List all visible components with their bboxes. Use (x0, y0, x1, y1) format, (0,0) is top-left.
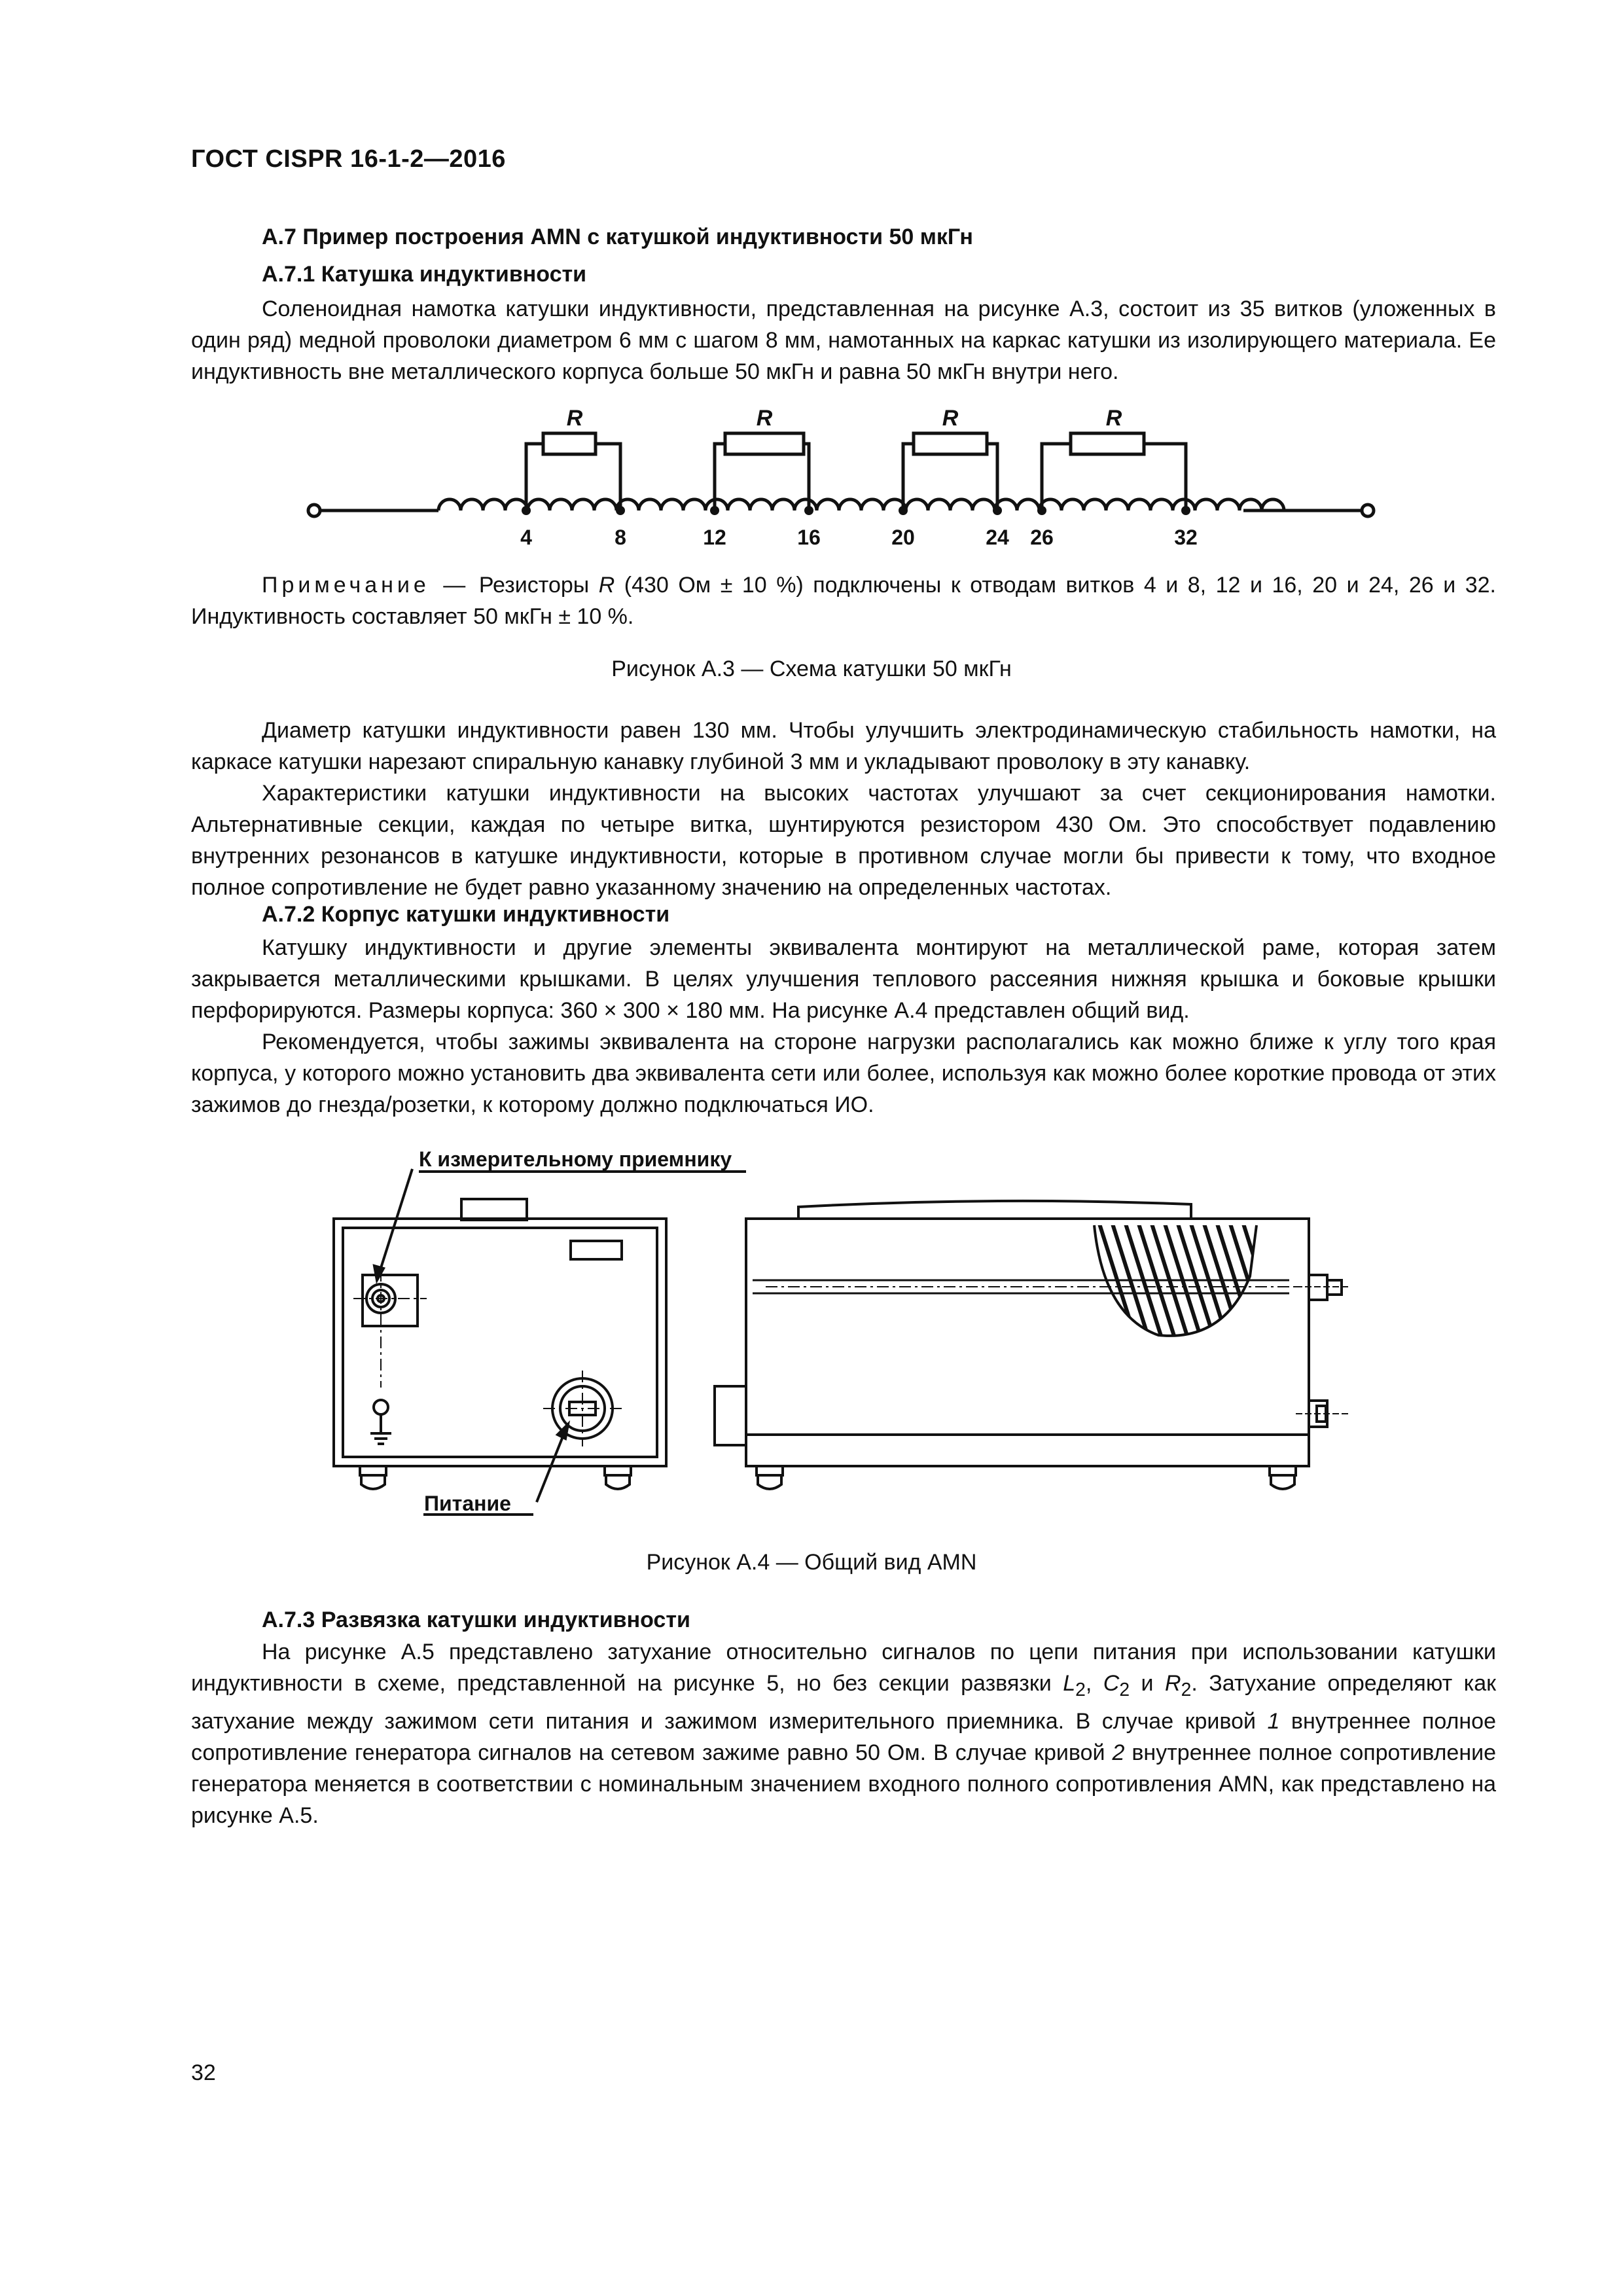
tap-label: 8 (615, 526, 626, 549)
symbol-r: R (1165, 1671, 1181, 1696)
section-a71-paragraph-2: Диаметр катушки индуктивности равен 130 мм. Чтобы улучшить электродинамическую стабильность намотки, на каркасе катушки нарезают спиральную канавку глубиной 3 мм и укладывают проволоку в эту канавку. (191, 718, 1496, 774)
symbol-l: L (1063, 1671, 1076, 1696)
tap-label: 12 (703, 526, 726, 549)
figure-a3-note (191, 569, 1496, 632)
document-header: ГОСТ CISPR 16-1-2—2016 (191, 145, 506, 173)
section-a71-paragraph-1: Соленоидная намотка катушки индуктивности, представленная на рисунке А.3, состоит из 35 витков (уложенных в один ряд) медной проволоки диаметром 6 мм с шагом 8 мм, намотанных на каркас катушки из изолирующего материала. Ее индуктивность вне металлического корпуса больше 50 мкГн и равна 50 мкГн внутри него. (191, 296, 1496, 384)
note-label: Примечание — (262, 573, 470, 598)
tap-label: 24 (986, 526, 1009, 549)
note-text: (430 Ом ± 10 %) подключены к отводам витков 4 и 8, 12 и 16, 20 и 24, 26 и 32. Индуктивность составляет 50 мкГн ± 10 %. (191, 573, 1496, 629)
section-a7-title: А.7 Пример построения AMN с катушкой индуктивности 50 мкГн (262, 224, 973, 249)
note-prefix: Резисторы (478, 573, 599, 598)
tap-label: 20 (891, 526, 915, 549)
section-a71-title: А.7.1 Катушка индуктивности (262, 262, 587, 287)
figure-a3-caption: Рисунок А.3 — Схема катушки 50 мкГн (611, 656, 1012, 681)
front-view-enclosure (334, 1169, 746, 1515)
section-a71-paragraph-3: Характеристики катушки индуктивности на высоких частотах улучшают за счет секционирования намотки. Альтернативные секции, каждая по четыре витка, шунтируются резистором 430 Ом. Это способствует подавлению внутренних резонансов в катушке индуктивности, которые в противном случае могли бы привести к тому, что входное полное сопротивление не будет равно указанному значению на определенных частотах. (191, 781, 1496, 900)
figure-a4-caption: Рисунок А.4 — Общий вид AMN (646, 1550, 977, 1575)
coil-winding (438, 499, 1284, 511)
section-a72-title: А.7.2 Корпус катушки индуктивности (262, 902, 670, 927)
side-view-enclosure (715, 1201, 1348, 1489)
text-run: . Затухание определяют как затухание между зажимом сети питания и зажимом измерительного приемника. В случае кривой (191, 1671, 1496, 1734)
text-run: внутреннее полное сопротивление генератора меняется в соответствии с номинальным значением входного полного сопротивления AMN, как представлено на рисунке А.5. (191, 1740, 1496, 1828)
page-number: 32 (191, 2060, 216, 2085)
tap-label: 4 (520, 526, 532, 549)
text-run: внутреннее полное сопротивление генератора сигналов на сетевом зажиме равно 50 Ом. В случае кривой (191, 1708, 1496, 1765)
subscript: 2 (1075, 1679, 1086, 1700)
section-a72-paragraph-1: Катушку индуктивности и другие элементы эквивалента монтируют на металлической раме, которая затем закрывается металлическими крышками. В целях улучшения теплового рассеяния нижняя крышка и боковые крышки перфорируются. Размеры корпуса: 360 × 300 × 180 мм. На рисунке А.4 представлен общий вид. (191, 935, 1496, 1023)
symbol-c: C (1103, 1671, 1120, 1696)
resistor-label-1: R (566, 406, 583, 431)
tap-label: 32 (1174, 526, 1198, 549)
label-power: Питание (424, 1492, 511, 1515)
resistor-label-3: R (942, 406, 959, 431)
curve-number: 2 (1112, 1740, 1125, 1765)
tap-label: 26 (1030, 526, 1054, 549)
coil-terminal-left (308, 505, 320, 516)
tap-label: 16 (797, 526, 821, 549)
resistor-label-2: R (756, 406, 773, 431)
note-resistor-symbol: R (598, 573, 615, 598)
section-a73-title: А.7.3 Развязка катушки индуктивности (262, 1607, 690, 1632)
coil-terminal-right (1362, 505, 1374, 516)
section-a73-paragraph-1: На рисунке А.5 представлено затухание относительно сигналов по цепи питания при использовании катушки индуктивности в схеме, представленной на рисунке 5, но без секции развязки $L_2$, $C_2$ и $R_2$. Затухание определяют как затухание между зажимом сети питания и зажимом измерительного приемника. В случае кривой 1 внутреннее полное сопротивление генератора сигналов на сетевом зажиме равно 50 Ом. В случае кривой 2 внутреннее полное сопротивление генератора меняется в соответствии с номинальным значением входного полного сопротивления AMN, как представлено на рисунке А.5. (191, 1640, 1496, 1828)
figure-a3-coil-schematic (288, 399, 1400, 550)
figure-a4-amn-view (314, 1126, 1374, 1518)
subscript: 2 (1119, 1679, 1130, 1700)
curve-number: 1 (1267, 1708, 1280, 1734)
text-run: На рисунке А.5 представлено затухание относительно сигналов по цепи питания при использовании катушки индуктивности в схеме, представленной на рисунке 5, но без секции развязки (191, 1640, 1496, 1696)
subscript: 2 (1181, 1679, 1192, 1700)
resistor-label-4: R (1105, 406, 1122, 431)
label-to-receiver: К измерительному приемнику (419, 1147, 732, 1171)
section-a72-paragraph-2: Рекомендуется, чтобы зажимы эквивалента на стороне нагрузки располагались как можно ближе к углу того края корпуса, у которого можно установить два эквивалента сети или более, используя как можно более короткие провода от этих зажимов до гнезда/розетки, к которому должно подключаться ИО. (191, 1030, 1496, 1117)
